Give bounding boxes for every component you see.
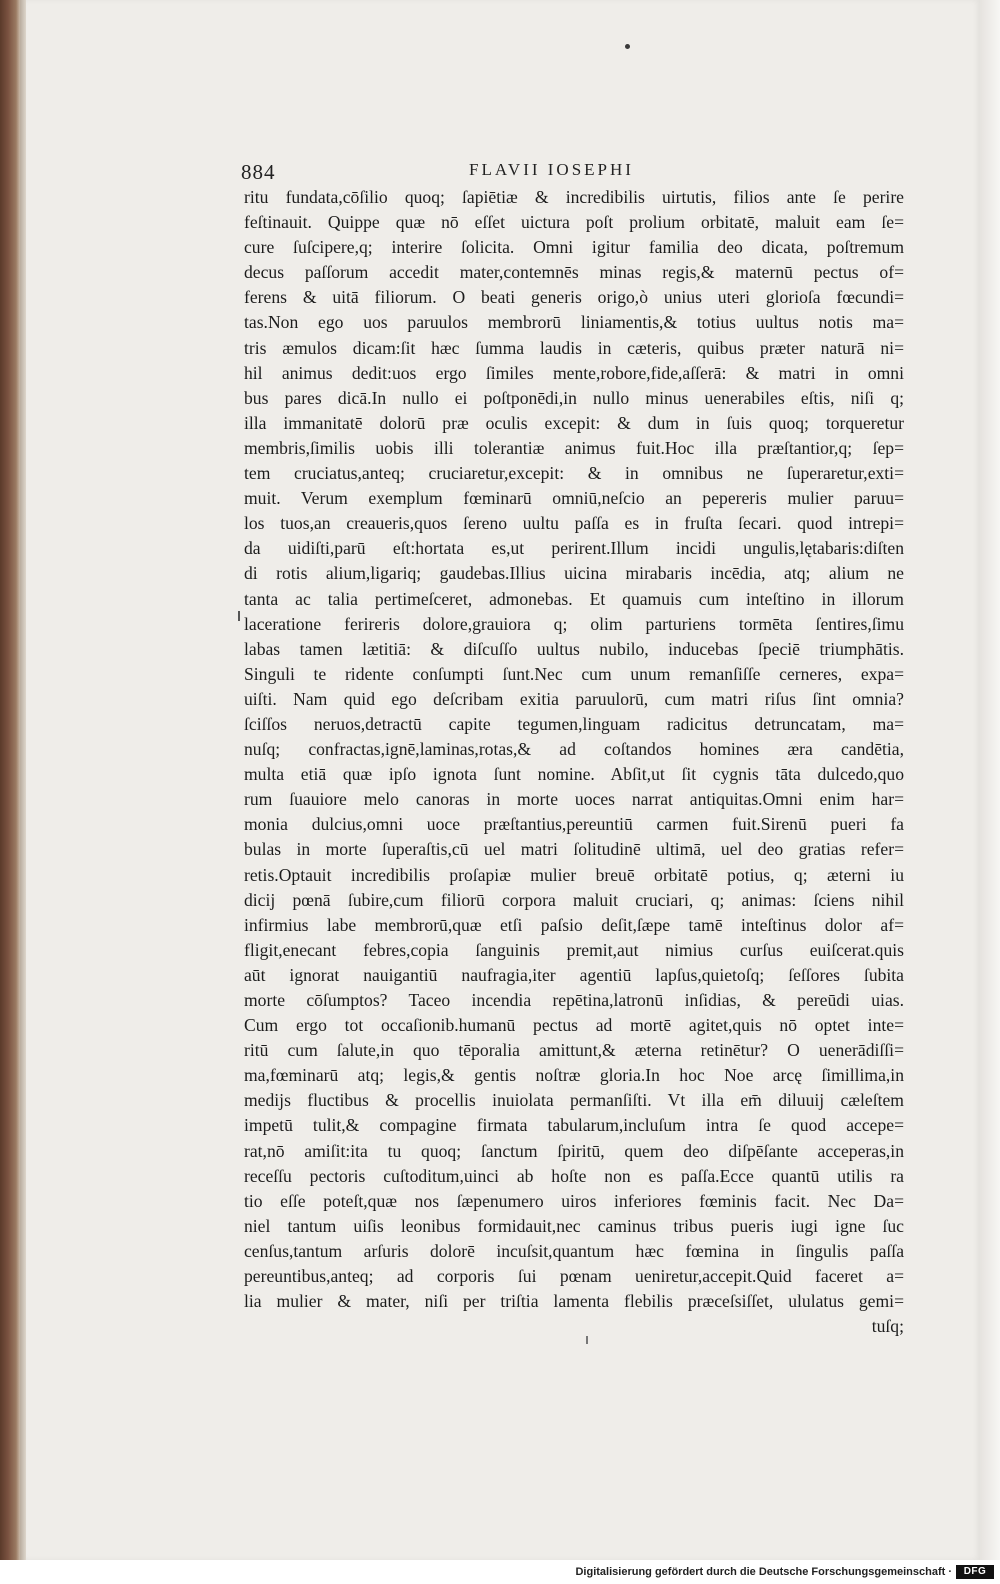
text-line: tem cruciatus,anteq; cruciaretur,excepit: & in omnibus ne ſuperaretur,exti= [244,463,904,484]
text-line: muit. Verum exemplum fœminarū omniū,neſcio an pepereris mulier paruu= [244,488,904,509]
text-line: monia dulcius,omni uoce præſtantius,pereuntiū carmen fuit.Sirenū pueri fa [244,814,904,835]
page-edge-shadow [980,0,1000,1560]
text-line: pereuntibus,anteq; ad corporis ſui pœnam ueniretur,accepit.Quid faceret a= [244,1266,904,1287]
text-line: tas.Non ego uos paruulos membrorū liniamentis,& totius uultus notis ma= [244,312,904,333]
text-line: impetū tulit,& compagine firmata tabularum,incluſum intra ſe quod accepe= [244,1115,904,1136]
text-line: feſtinauit. Quippe quæ nō eſſet uictura poſt prolium orbitatē, maluit eam ſe= [244,212,904,233]
text-line: infirmius labe membrorū,quæ etſi paſsio deſit,ſæpe tamē inteſtinus dolor af= [244,914,904,935]
text-line: tuſq; [871,1316,904,1337]
text-line: ritū cum ſalute,in quo tēporalia amittunt,& æterna retinētur? O uenerādiſſi= [244,1040,904,1061]
text-line: rat,nō amiſit:ita tu quoq; ſanctum ſpiritū, quem deo diſpēſante acceperas,in [244,1140,904,1161]
page-number: 884 [241,160,276,184]
text-line: ma,fœminarū atq; legis,& gentis noſtræ gloria.In hoc Noe arcę ſimillima,in [244,1065,904,1086]
text-line: illa immanitatē dolorū præ oculis excepit: & dum in ſuis quoq; torqueretur [244,412,904,433]
text-line: bus pares dicā.In nullo ei poſtponēdi,in nullo minus uenerabiles eſtis, niſi q; [244,387,904,408]
text-line: ferens & uitā filiorum. O beati generis origo,ò unius uteri glorioſa fœcundi= [244,287,904,308]
text-line: da uidiſti,parū eſt:hortata es,ut perirent.Illum incidi ungulis,lętabaris:diſten [244,538,904,559]
lower-ink-mark [586,1336,588,1344]
text-line: ritu fundata,cōſilio quoq; ſapiētiæ & incredibilis uirtutis, filios ante ſe perire [244,187,904,207]
text-line: cure ſuſcipere,q; interire ſolicita. Omni igitur familia deo dicata, poſtremum [244,237,904,258]
text-line: medijs fluctibus & procellis inuiolata permanſiſti. Vt illa em̄ diluuij cæleſtem [244,1090,904,1111]
book-binding [0,0,20,1560]
text-line: ſciſſos neruos,detractū capite tegumen,linguam radicitus detruncatam, ma= [244,713,904,734]
text-line: decus paſſorum accedit mater,contemnēs minas regis,& maternū pectus of= [244,262,904,283]
text-line: morte cōſumptos? Taceo incendia repētina,latronū inſidias, & pereūdi uias. [244,990,904,1010]
text-line: bulas in morte ſuperaſtis,cū uel matri ſolitudinē ultimā, uel deo gratias refer= [244,839,904,860]
text-line: fligit,enecant febres,copia ſanguinis premit,aut nimius curſus euiſcerat.quis [244,939,904,960]
margin-mark [238,611,240,621]
stray-ink-dot [625,44,630,49]
text-line: tanta ac talia pertimeſceret, admonebas. Et quamuis cum inteſtino in illorum [244,588,904,609]
text-line: hil animus dedit:uos ergo ſimiles mente,robore,fide,aſſerā: & matri in omni [244,362,904,383]
page-header [241,160,901,184]
text-line: di rotis alium,ligariq; gaudebas.Illius uicina mirabaris incēdia, atq; alium ne [244,563,904,584]
text-line: los tuos,an creaueris,quos ſereno uultu paſſa es in fruſta ſecari. quod intrepi= [244,513,904,534]
funding-credit: Digitalisierung gefördert durch die Deutsche Forschungsgemeinschaft · [575,1566,952,1578]
text-line: dicij pœnā ſubire,cum filiorū corpora maluit cruciari, q; animas: ſciens nihil [244,889,904,910]
text-line: membris,ſimilis uobis illi tolerantiæ animus fuit.Hoc illa præſtantior,q; ſep= [244,437,904,458]
digitization-footer [0,1560,1000,1584]
text-line: labas tamen lætitiā: & diſcuſſo uultus nubilo, inducebas ſpeciē triumphātis. [244,638,904,659]
text-line: retis.Optauit incredibilis proſapiæ mulier breuē orbitatē potius, q; æterni iu [244,864,904,885]
text-line: Singuli te ridente conſumpti ſunt.Nec cum unum remanſiſſe cerneres, expa= [244,663,904,684]
text-line: cenſus,tantum arſuris dolorē incuſsit,quantum hæc fœmina in ſingulis paſſa [244,1240,904,1261]
text-line: multa etiā quæ ipſo ignota ſunt nomine. Abſit,ut ſit cygnis tāta dulcedo,quo [244,764,904,785]
text-line: uiſti. Nam quid ego deſcribam exitia paruulorū, cum matri riſus ſint omnia? [244,688,904,709]
text-line: laceratione ferireris dolore,grauiora q; olim parturiens tormēta ſentires,ſimu [244,613,904,634]
dfg-logo: DFG [956,1565,994,1579]
text-line: lia mulier & mater, niſi per triſtia lamenta flebilis præceſsiſſet, ululatus gemi= [244,1291,904,1312]
running-head: FLAVII IOSEPHI [469,160,634,179]
text-line: rum ſuauiore melo canoras in morte uoces narrat antiquitas.Omni enim har= [244,789,904,810]
text-line: Cum ergo tot occaſionib.humanū pectus ad mortē agitet,quis nō optet inte= [244,1015,904,1036]
body-text [244,185,904,1339]
text-line: tris æmulos dicam:ſit hæc ſumma laudis in cæteris, quibus præter naturā ni= [244,337,904,358]
text-line: aūt ignorat nauigantiū naufragia,iter agentiū lapſus,quietoſq; ſeſſores ſubita [244,964,904,985]
text-line: tio eſſe poteſt,quæ nos ſæpenumero uiros inferiores fœminis facit. Nec Da= [244,1190,904,1211]
text-line: receſſu pectoris cuſtoditum,uinci ab hoſte non es paſſa.Ecce quantū utilis ra [244,1165,904,1186]
text-line: nuſq; confractas,ignē,laminas,rotas,& ad coſtandos homines æra candētia, [244,739,904,760]
text-line: niel tantum uiſis leonibus formidauit,nec caminus tribus pueris iugi igne ſuc [244,1215,904,1236]
